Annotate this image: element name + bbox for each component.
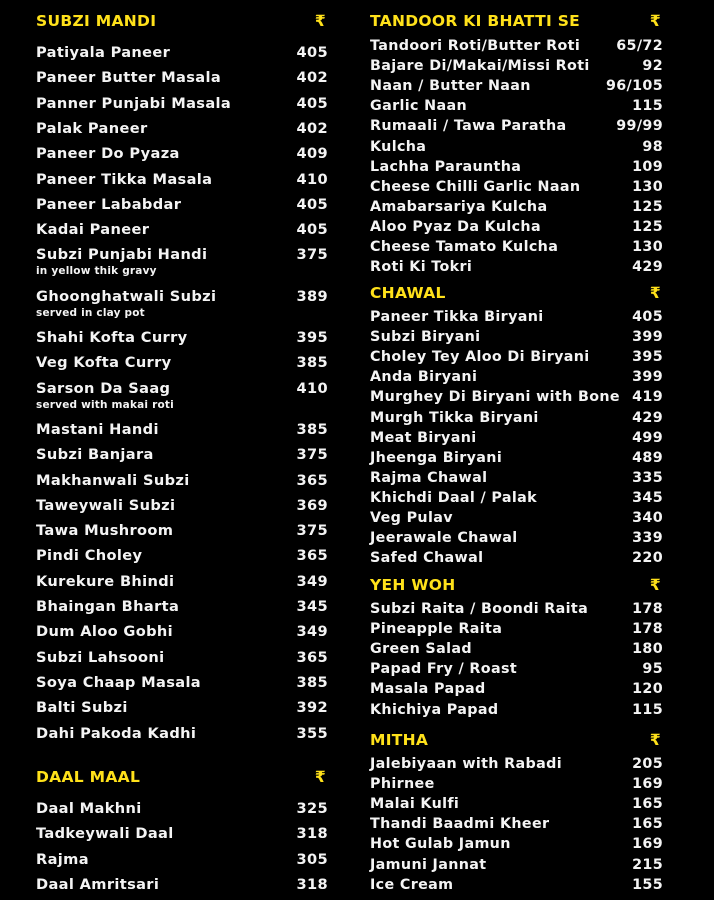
menu-item-name: Veg Kofta Curry — [36, 354, 172, 372]
menu-item-price: 130 — [632, 178, 663, 195]
menu-item-name: Subzi Punjabi Handi — [36, 246, 208, 264]
menu-item-name: Tawa Mushroom — [36, 522, 174, 540]
menu-item-name: Paneer Lababdar — [36, 195, 182, 213]
menu-item-price: 215 — [632, 856, 663, 873]
menu-item-name: Masala Papad — [370, 681, 486, 698]
section-heading-chawal — [370, 284, 663, 306]
menu-item-price: 429 — [632, 409, 663, 426]
menu-item-price: 165 — [632, 796, 663, 813]
menu-item-price: 169 — [632, 776, 663, 793]
menu-item-name: Murghey Di Biryani with Bone — [370, 389, 620, 406]
section-heading-yeh-woh — [370, 576, 663, 598]
menu-item-name: Meat Biryani — [370, 429, 477, 446]
menu-item-name: Roti Ki Tokri — [370, 259, 473, 276]
menu-item-name: Naan / Butter Naan — [370, 78, 531, 95]
menu-item-price: 205 — [632, 756, 663, 772]
menu-item-price: 419 — [632, 389, 663, 406]
menu-item-price: 410 — [296, 170, 328, 188]
menu-item-name: Tandoori Roti/Butter Roti — [370, 38, 581, 54]
menu-item-name: Paneer Tikka Biryani — [370, 309, 544, 325]
menu-item-name: Amabarsariya Kulcha — [370, 198, 548, 215]
menu-item-price: 385 — [296, 420, 328, 438]
section-heading-tandoor-ki-bhatti-se — [370, 12, 663, 34]
menu-item-name: Safed Chawal — [370, 550, 484, 567]
menu-item-price: 405 — [296, 221, 328, 239]
menu-item-name: Kurekure Bhindi — [36, 572, 175, 590]
menu-item-price: 325 — [296, 800, 328, 817]
menu-item-price: 499 — [632, 429, 663, 446]
menu-item-price: 375 — [296, 246, 328, 264]
section-title: YEH WOH — [370, 576, 456, 594]
menu-item-name: Khichiya Papad — [370, 701, 499, 718]
menu-item-price: 339 — [632, 530, 663, 547]
menu-item-price: 409 — [296, 145, 328, 163]
section-heading-subzi-mandi — [36, 12, 328, 34]
menu-item-name: Ghoonghatwali Subzi — [36, 287, 217, 305]
menu-item-name: Subzi Banjara — [36, 446, 154, 464]
menu-item-price: 375 — [296, 446, 328, 464]
menu-item-name: Bhaingan Bharta — [36, 598, 180, 615]
menu-item-price: 399 — [632, 329, 663, 346]
menu-item-price: 375 — [296, 522, 328, 540]
menu-item-name: Shahi Kofta Curry — [36, 329, 188, 346]
menu-item-name: Daal Makhni — [36, 800, 142, 817]
menu-item-name: Lachha Parauntha — [370, 158, 522, 175]
menu-item-price: 405 — [632, 309, 663, 325]
section-title: MITHA — [370, 731, 429, 749]
menu-item-price: 389 — [296, 287, 328, 305]
menu-item-name: Choley Tey Aloo Di Biryani — [370, 349, 590, 366]
section-heading-mitha — [370, 731, 663, 753]
menu-item-price: 120 — [632, 681, 663, 698]
menu-item-name: Papad Fry / Roast — [370, 661, 518, 678]
menu-item-note: served in clay pot — [36, 306, 145, 319]
menu-item-name: Jeerawale Chawal — [370, 530, 518, 547]
menu-item-name: Taweywali Subzi — [36, 496, 176, 514]
menu-item-price: 385 — [296, 673, 328, 691]
menu-item-name: Pineapple Raita — [370, 621, 503, 638]
menu-item-price: 98 — [642, 138, 663, 155]
section-title: CHAWAL — [370, 284, 446, 302]
menu-item-name: Green Salad — [370, 641, 472, 658]
menu-item-name: Panner Punjabi Masala — [36, 94, 232, 112]
menu-item-price: 169 — [632, 836, 663, 853]
menu-item-price: 178 — [632, 601, 663, 617]
rupee-icon: ₹ — [649, 284, 661, 302]
menu-item-price: 349 — [296, 623, 328, 641]
menu-item-price: 65/72 — [616, 38, 663, 54]
menu-item-name: Jamuni Jannat — [370, 856, 487, 873]
menu-item-name: Makhanwali Subzi — [36, 471, 190, 489]
menu-item-price: 96/105 — [605, 78, 663, 95]
menu-item-name: Anda Biryani — [370, 369, 478, 386]
menu-item-name: Thandi Baadmi Kheer — [370, 816, 550, 833]
section-title: DAAL MAAL — [36, 768, 141, 786]
menu-item-name: Rumaali / Tawa Paratha — [370, 118, 567, 135]
menu-item-name: Kadai Paneer — [36, 221, 150, 239]
section-title: TANDOOR KI BHATTI SE — [370, 12, 581, 30]
menu-item-price: 392 — [296, 699, 328, 717]
section-heading-daal-maal — [36, 768, 328, 790]
menu-item-price: 99/99 — [616, 118, 663, 135]
menu-item-price: 402 — [296, 69, 328, 87]
menu-item-price: 92 — [642, 58, 663, 75]
menu-item-price: 318 — [296, 825, 328, 843]
menu-item-name: Rajma Chawal — [370, 469, 488, 486]
menu-item-name: Balti Subzi — [36, 699, 128, 717]
rupee-icon: ₹ — [649, 576, 661, 594]
menu-item-price: 365 — [296, 648, 328, 666]
menu-item-name: Jalebiyaan with Rabadi — [370, 756, 562, 772]
menu-item-name: Ice Cream — [370, 876, 454, 893]
menu-item-name: Soya Chaap Masala — [36, 673, 202, 691]
menu-item-name: Sarson Da Saag — [36, 379, 171, 397]
menu-item-price: 355 — [296, 724, 328, 742]
menu-item-name: Paneer Tikka Masala — [36, 170, 213, 188]
menu-item-name: Mastani Handi — [36, 420, 159, 438]
menu-item-name: Subzi Raita / Boondi Raita — [370, 601, 589, 617]
rupee-icon: ₹ — [649, 12, 661, 30]
menu-item-price: 345 — [296, 598, 328, 615]
menu-item-price: 402 — [296, 119, 328, 137]
menu-item-name: Paneer Butter Masala — [36, 69, 222, 87]
menu-item-price: 305 — [296, 850, 328, 868]
menu-item-name: Subzi Lahsooni — [36, 648, 165, 666]
menu-item-name: Hot Gulab Jamun — [370, 836, 511, 853]
menu-item-name: Veg Pulav — [370, 510, 453, 526]
menu-item-name: Cheese Tamato Kulcha — [370, 239, 559, 255]
menu-item-name: Phirnee — [370, 776, 435, 793]
menu-item-price: 399 — [632, 369, 663, 386]
menu-item-price: 125 — [632, 198, 663, 215]
menu-item-note: served with makai roti — [36, 398, 174, 411]
menu-item-price: 345 — [632, 489, 663, 506]
menu-item-name: Daal Amritsari — [36, 875, 160, 893]
menu-item-price: 395 — [296, 329, 328, 346]
menu-item-price: 405 — [296, 195, 328, 213]
menu-item-price: 385 — [296, 354, 328, 372]
menu-item-price: 115 — [632, 98, 663, 115]
menu-item-price: 365 — [296, 471, 328, 489]
menu-item-price: 178 — [632, 621, 663, 638]
menu-item-note: in yellow thik gravy — [36, 265, 157, 278]
menu-item-price: 489 — [632, 449, 663, 466]
menu-item-price: 340 — [632, 510, 663, 526]
menu-item-name: Patiyala Paneer — [36, 44, 171, 61]
menu-item-price: 165 — [632, 816, 663, 833]
menu-item-price: 115 — [632, 701, 663, 718]
menu-item-price: 180 — [632, 641, 663, 658]
menu-item-price: 395 — [632, 349, 663, 366]
menu-item-price: 410 — [296, 379, 328, 397]
menu-item-price: 125 — [632, 218, 663, 235]
menu-item-name: Kulcha — [370, 138, 427, 155]
menu-item-name: Garlic Naan — [370, 98, 467, 115]
menu-item-price: 155 — [632, 876, 663, 893]
menu-item-price: 349 — [296, 572, 328, 590]
menu-item-price: 365 — [296, 547, 328, 565]
menu-item-price: 109 — [632, 158, 663, 175]
menu-item-price: 369 — [296, 496, 328, 514]
menu-item-price: 95 — [642, 661, 663, 678]
menu-item-price: 220 — [632, 550, 663, 567]
rupee-icon: ₹ — [649, 731, 661, 749]
menu-item-name: Paneer Do Pyaza — [36, 145, 180, 163]
menu-item-name: Rajma — [36, 850, 89, 868]
menu-item-name: Tadkeywali Daal — [36, 825, 174, 843]
menu-item-price: 405 — [296, 94, 328, 112]
menu-item-name: Khichdi Daal / Palak — [370, 489, 537, 506]
menu-item-name: Aloo Pyaz Da Kulcha — [370, 218, 541, 235]
menu-item-price: 429 — [632, 259, 663, 276]
menu-item-name: Malai Kulfi — [370, 796, 460, 813]
menu-item-name: Dahi Pakoda Kadhi — [36, 724, 197, 742]
menu-item-name: Subzi Biryani — [370, 329, 481, 346]
menu-item-price: 318 — [296, 875, 328, 893]
menu-item-name: Pindi Choley — [36, 547, 143, 565]
menu-item-price: 405 — [296, 44, 328, 61]
menu-item-name: Bajare Di/Makai/Missi Roti — [370, 58, 590, 75]
menu-item-name: Jheenga Biryani — [370, 449, 503, 466]
rupee-icon: ₹ — [314, 768, 326, 786]
rupee-icon: ₹ — [314, 12, 326, 30]
menu-item-name: Cheese Chilli Garlic Naan — [370, 178, 581, 195]
menu-item-price: 130 — [632, 239, 663, 255]
menu-item-name: Murgh Tikka Biryani — [370, 409, 539, 426]
menu-item-name: Dum Aloo Gobhi — [36, 623, 173, 641]
section-title: SUBZI MANDI — [36, 12, 157, 30]
menu-item-name: Palak Paneer — [36, 119, 148, 137]
menu-item-price: 335 — [632, 469, 663, 486]
